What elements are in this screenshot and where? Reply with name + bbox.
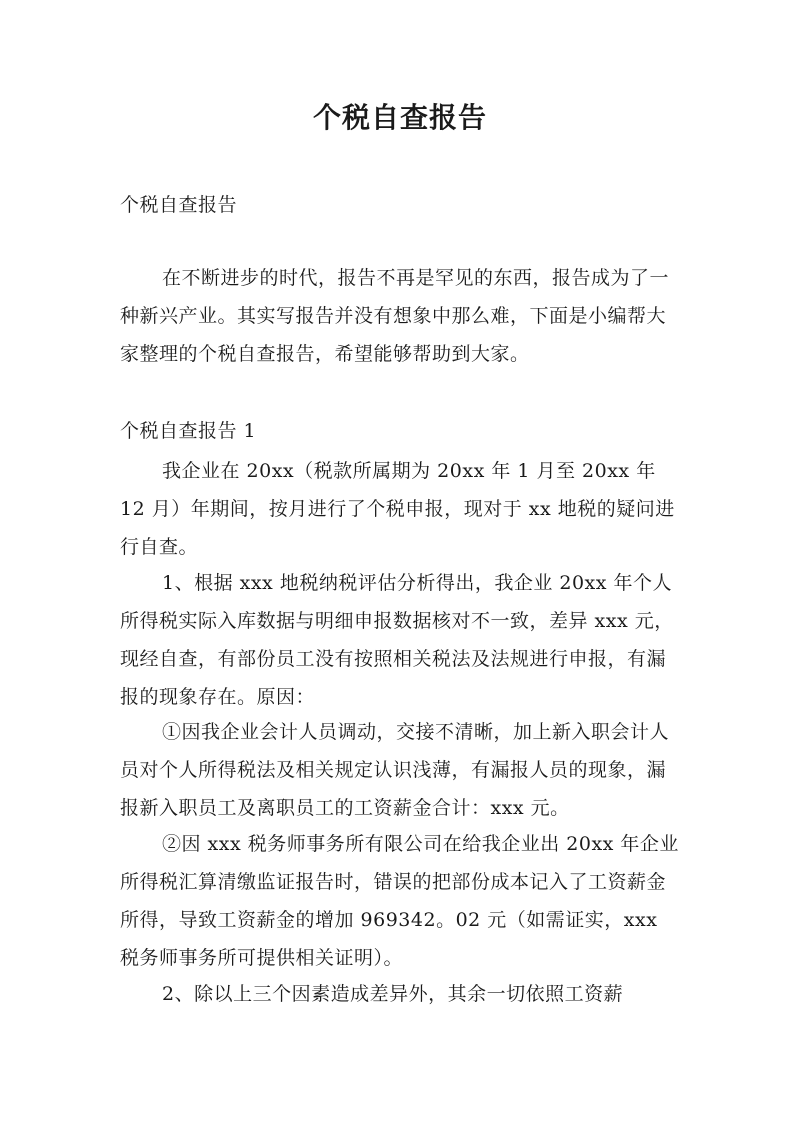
body-paragraph: ①因我企业会计人员调动，交接不清晰，加上新入职会计人员对个人所得税法及相关规定认识浅薄，有漏报人员的现象，漏报新入职员工及离职员工的工资薪金合计：xxx 元。 <box>120 721 670 819</box>
body-paragraph: 2、除以上三个因素造成差异外，其余一切依照工资薪 <box>162 983 624 1005</box>
body-paragraph: 1、根据 xxx 地税纳税评估分析得出，我企业 20xx 年个人所得税实际入库数据与明细申报数据核对不一致，差异 xxx 元，现经自查，有部份员工没有按照相关税法及法规进行申报，有漏报的现象存在。原因： <box>120 572 674 708</box>
intro-paragraph: 在不断进步的时代，报告不再是罕见的东西，报告成为了一种新兴产业。其实写报告并没有想象中那么难，下面是小编帮大家整理的个税自查报告，希望能够帮助到大家。 <box>120 267 670 365</box>
body-paragraph: ②因 xxx 税务师事务所有限公司在给我企业出 20xx 年企业所得税汇算清缴监证报告时，错误的把部份成本记入了工资薪金所得，导致工资薪金的增加 969342。02 元（如需证实，xxx 税务师事务所可提供相关证明）。 <box>120 833 679 969</box>
section-heading: 个税自查报告 1 <box>120 420 257 442</box>
document-subtitle: 个税自查报告 <box>120 194 238 216</box>
body-paragraph: 我企业在 20xx（税款所属期为 20xx 年 1 月至 20xx 年 12 月）年期间，按月进行了个税申报，现对于 xx 地税的疑问进行自查。 <box>120 460 675 558</box>
document-title: 个税自查报告 <box>312 101 487 134</box>
